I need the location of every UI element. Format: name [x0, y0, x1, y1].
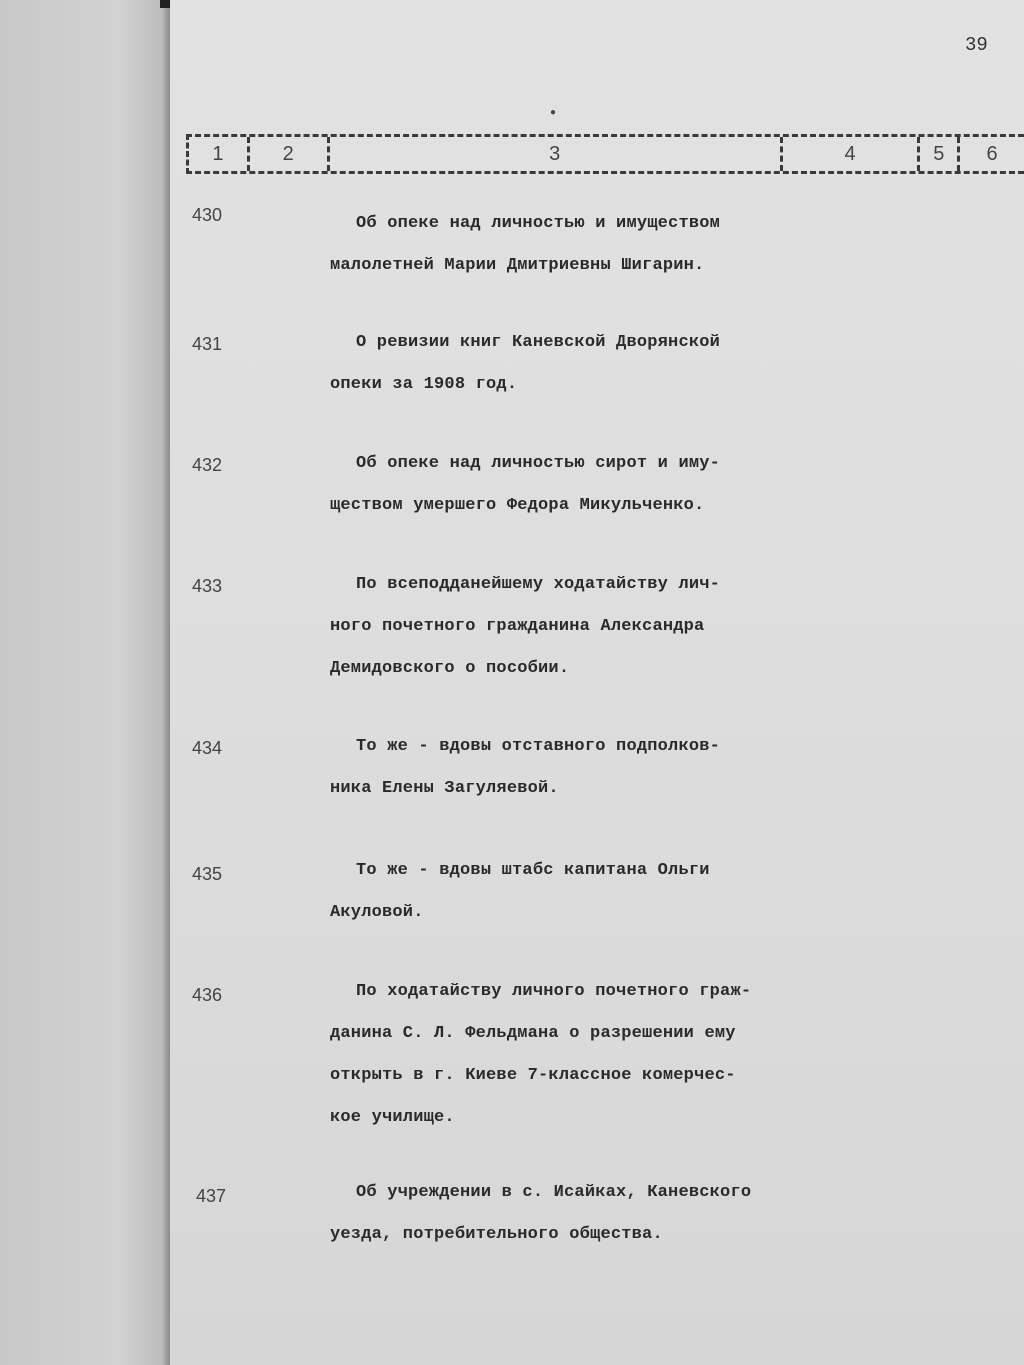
entry-text	[330, 443, 800, 527]
text-line: ного почетного гражданина Александра	[330, 617, 705, 636]
ink-mark: ●	[550, 108, 557, 119]
text-line: Об учреждении в с. Исайках, Каневского	[356, 1183, 752, 1202]
text-line: ществом умершего Федора Микульченко.	[330, 496, 705, 515]
text-line: открыть в г. Киеве 7-классное комерчес-	[330, 1066, 736, 1085]
entry-number: 436	[192, 985, 223, 1005]
text-line: Демидовского о пособии.	[330, 659, 570, 678]
entry-text	[330, 1172, 830, 1256]
entry-number: 435	[192, 864, 223, 884]
entry-text	[330, 203, 800, 287]
page-number: 39	[965, 34, 988, 56]
entry-text	[330, 971, 830, 1139]
text-line: Об опеке над личностью сирот и иму-	[356, 454, 721, 473]
column-header-5: 5	[917, 137, 957, 171]
entry-number: 430	[192, 205, 223, 225]
entry-number: 431	[192, 334, 223, 354]
entry-text	[330, 322, 800, 406]
column-header-6: 6	[957, 137, 1024, 171]
text-line: опеки за 1908 год.	[330, 375, 518, 394]
text-line: кое училище.	[330, 1108, 455, 1127]
text-line: То же - вдовы отставного подполков-	[356, 737, 721, 756]
text-line: О ревизии книг Каневской Дворянской	[356, 333, 721, 352]
column-header-4: 4	[780, 137, 918, 171]
entry-number: 433	[192, 576, 223, 596]
document-page	[170, 0, 1024, 1365]
table-header	[186, 134, 1024, 174]
text-line: То же - вдовы штабс капитана Ольги	[356, 861, 710, 880]
entry-number: 432	[192, 455, 223, 475]
entry-number: 434	[192, 738, 223, 758]
text-line: По всеподданейшему ходатайству лич-	[356, 575, 721, 594]
column-header-1: 1	[212, 142, 224, 165]
text-line: Об опеке над личностью и имуществом	[356, 214, 721, 233]
text-line: данина С. Л. Фельдмана о разрешении ему	[330, 1024, 736, 1043]
entry-number: 437	[196, 1186, 227, 1206]
text-line: малолетней Марии Дмитриевны Шигарин.	[330, 256, 705, 275]
text-line: По ходатайству личного почетного граж-	[356, 982, 752, 1001]
entry-text	[330, 564, 800, 690]
text-line: ника Елены Загуляевой.	[330, 779, 559, 798]
entry-text	[330, 726, 800, 810]
column-header-2: 2	[247, 137, 327, 171]
previous-page-edge	[0, 0, 170, 1365]
entry-text	[330, 850, 800, 934]
column-header-3: 3	[327, 137, 780, 171]
text-line: уезда, потребительного общества.	[330, 1225, 663, 1244]
text-line: Акуловой.	[330, 903, 424, 922]
